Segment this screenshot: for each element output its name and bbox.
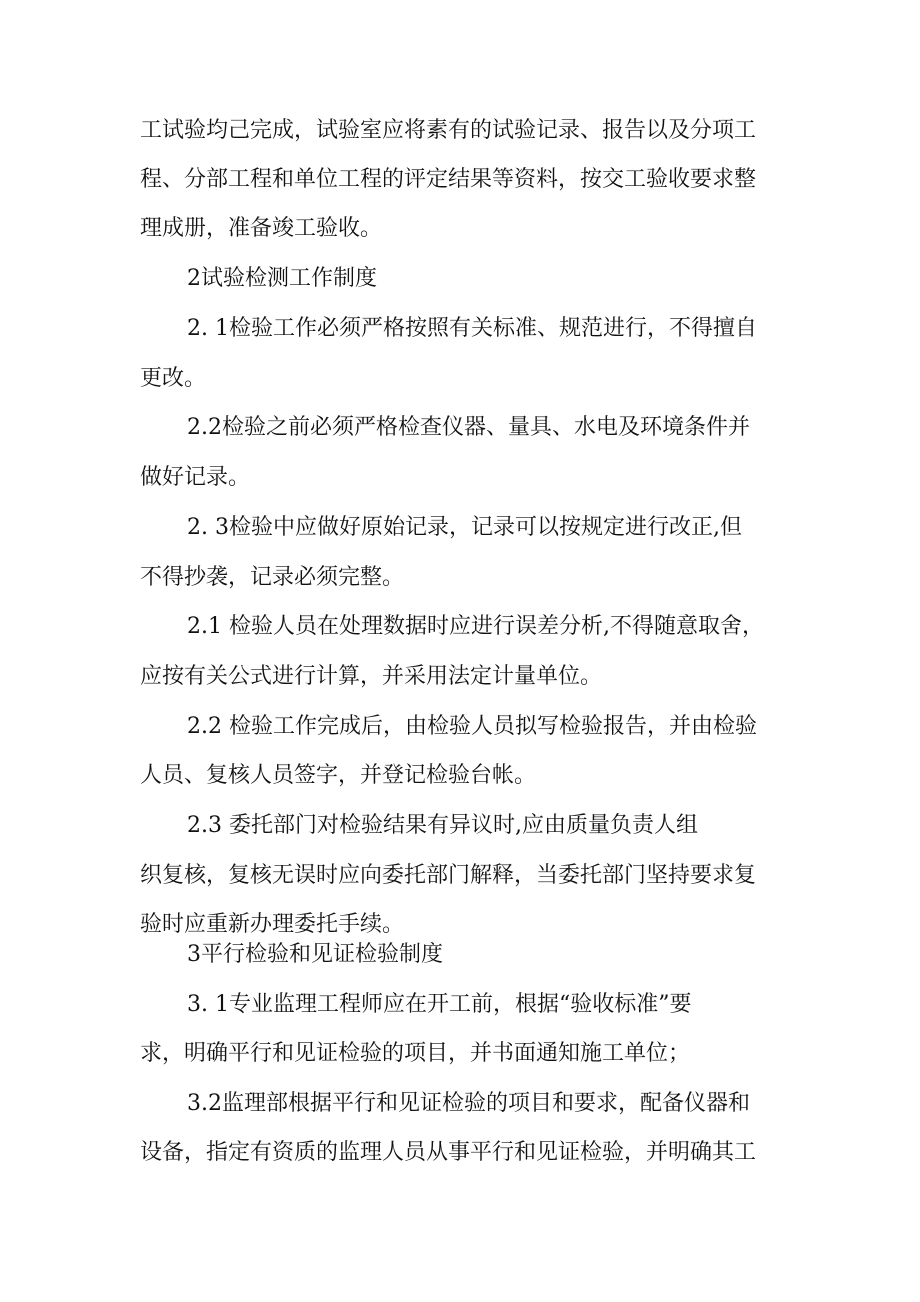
body-text-line: 2.3 委托部门对检验结果有异议时,应由质量负责人组 [187, 813, 698, 838]
body-text-line: 2.1 检验人员在处理数据时应进行误差分析,不得随意取舍， [187, 614, 764, 639]
body-text-line: 求，明确平行和见证检验的项目，并书面通知施工单位； [140, 1041, 691, 1066]
body-text-line: 设备，指定有资质的监理人员从事平行和见证检验，并明确其工 [140, 1140, 757, 1165]
body-text-line: 2.2检验之前必须严格检查仪器、量具、水电及环境条件并 [187, 415, 750, 440]
body-text-line: 验时应重新办理委托手续。 [140, 912, 405, 937]
section-heading-2: 2试验检测工作制度 [187, 266, 377, 291]
body-text-line: 更改。 [140, 366, 207, 391]
section-heading-3: 3平行检验和见证检验制度 [187, 942, 443, 967]
body-text-line: 3.2监理部根据平行和见证检验的项目和要求，配备仪器和 [187, 1091, 750, 1116]
body-text-line: 织复核，复核无误时应向委托部门解释，当委托部门坚持要求复 [140, 863, 757, 888]
body-text-line: 理成册，准备竣工验收。 [140, 216, 383, 241]
body-text-line: 程、分部工程和单位工程的评定结果等资料，按交工验收要求整 [140, 167, 757, 192]
body-text-line: 2.2 检验工作完成后，由检验人员拟写检验报告，并由检验 [187, 714, 757, 739]
body-text-line: 应按有关公式进行计算，并采用法定计量单位。 [140, 664, 603, 689]
body-text-line: 工试验均己完成，试验室应将素有的试验记录、报告以及分项工 [140, 118, 757, 143]
body-text-line: 不得抄袭，记录必须完整。 [140, 565, 405, 590]
body-text-line: 人员、复核人员签字，并登记检验台帐。 [140, 763, 537, 788]
body-text-line: 做好记录。 [140, 465, 251, 490]
body-text-line: 2. 1检验工作必须严格按照有关标准、规范进行，不得擅自 [187, 316, 757, 341]
body-text-line: 2. 3检验中应做好原始记录，记录可以按规定进行改正,但 [187, 515, 742, 540]
body-text-line: 3. 1专业监理工程师应在开工前，根据“验收标准”要 [187, 992, 692, 1017]
